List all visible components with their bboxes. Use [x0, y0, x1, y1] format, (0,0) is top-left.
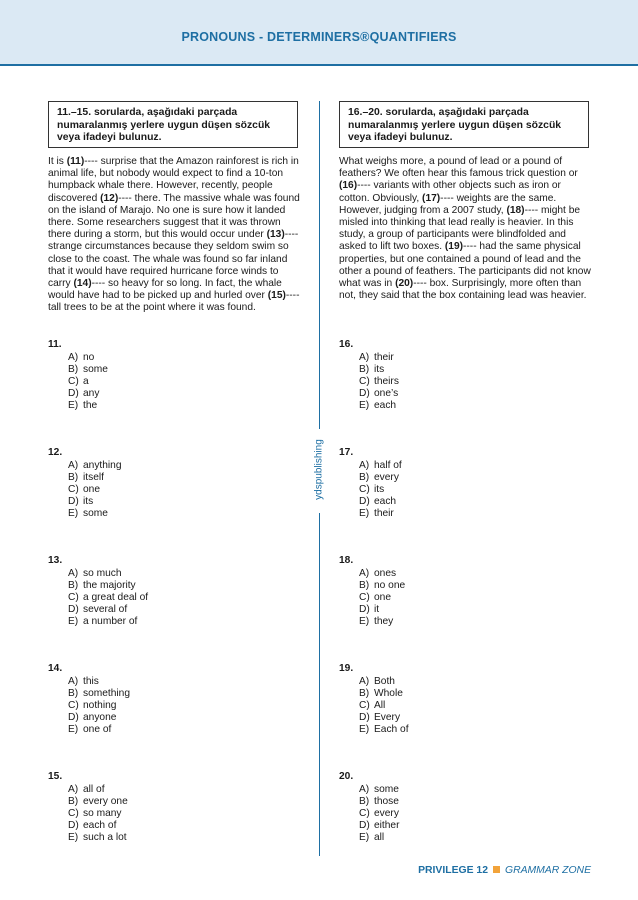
- answer-option[interactable]: [339, 508, 402, 520]
- question-number: 17.: [339, 447, 354, 458]
- option-text: some: [374, 784, 399, 796]
- column-divider-top: [319, 101, 320, 429]
- answer-option[interactable]: [339, 568, 405, 580]
- answer-option[interactable]: [339, 688, 409, 700]
- question-block: [339, 447, 402, 521]
- option-letter: A): [68, 352, 79, 364]
- passage-text: ---- so heavy for so long. In fact, the whale would have had to be picked up and hurled over: [48, 278, 282, 302]
- blank-number: (13): [266, 229, 285, 241]
- option-text: anything: [83, 460, 122, 472]
- answer-option[interactable]: [339, 808, 399, 820]
- option-letter: D): [359, 496, 370, 508]
- option-letter: C): [359, 592, 370, 604]
- option-letter: C): [68, 700, 79, 712]
- passage-text: ---- tall trees to be at the point where it was found.: [48, 290, 300, 314]
- option-text: each: [374, 496, 397, 508]
- answer-option[interactable]: [339, 700, 409, 712]
- answer-option[interactable]: [48, 832, 128, 844]
- option-text: nothing: [83, 700, 117, 712]
- answer-option[interactable]: [48, 796, 128, 808]
- option-text: they: [374, 616, 394, 628]
- footer-square-icon: [493, 866, 500, 873]
- option-text: one of: [83, 724, 112, 736]
- publisher-watermark: ydspublishing: [313, 439, 325, 500]
- option-text: each of: [83, 820, 117, 832]
- option-text: all of: [83, 784, 105, 796]
- question-block: [48, 447, 122, 521]
- answer-option[interactable]: [48, 484, 122, 496]
- question-block: [339, 771, 399, 845]
- option-text: anyone: [83, 712, 117, 724]
- answer-option[interactable]: [339, 388, 399, 400]
- answer-option[interactable]: [48, 580, 148, 592]
- page-title: PRONOUNS - DETERMINERS®QUANTIFIERS: [181, 30, 457, 44]
- option-text: its: [374, 484, 385, 496]
- answer-option[interactable]: [339, 592, 405, 604]
- answer-option[interactable]: [339, 832, 399, 844]
- option-letter: B): [359, 796, 370, 808]
- answer-option[interactable]: [339, 400, 399, 412]
- passage-right: [339, 156, 591, 302]
- answer-option[interactable]: [48, 472, 122, 484]
- option-text: their: [374, 352, 394, 364]
- passage-text: ---- might be misled into thinking that lead really is heavier. In this study, a group of participants were blindfolded and asked to lift two boxes.: [339, 204, 581, 253]
- option-letter: D): [68, 820, 79, 832]
- option-text: Every: [374, 712, 401, 724]
- question-block: [339, 663, 409, 737]
- answer-option[interactable]: [48, 376, 108, 388]
- option-text: either: [374, 820, 400, 832]
- page-header: [0, 0, 638, 66]
- blank-number: (12): [100, 192, 119, 204]
- option-text: one: [83, 484, 100, 496]
- option-text: no: [83, 352, 95, 364]
- answer-option[interactable]: [48, 604, 148, 616]
- blank-number: (18): [506, 204, 525, 216]
- option-letter: A): [359, 568, 370, 580]
- question-number: 19.: [339, 663, 354, 674]
- option-text: each: [374, 400, 397, 412]
- passage-text: ---- there. The massive whale was found on the island of Marajo. No one is sure how it landed there. Some researchers suggest that it was thrown there during a storm, but this would occur under: [48, 192, 300, 241]
- question-number: 11.: [48, 339, 62, 350]
- option-text: every: [374, 808, 399, 820]
- option-letter: C): [68, 808, 79, 820]
- option-text: several of: [83, 604, 128, 616]
- question-number: 14.: [48, 663, 63, 674]
- option-text: itself: [83, 472, 104, 484]
- answer-option[interactable]: [339, 376, 399, 388]
- option-letter: C): [359, 484, 370, 496]
- option-letter: A): [359, 460, 370, 472]
- option-text: it: [374, 604, 380, 616]
- option-letter: C): [68, 592, 79, 604]
- answer-option[interactable]: [48, 784, 128, 796]
- option-text: something: [83, 688, 131, 700]
- footer-section-name: GRAMMAR ZONE: [504, 865, 591, 876]
- option-letter: A): [359, 784, 370, 796]
- option-text: the majority: [83, 580, 136, 592]
- option-letter: D): [68, 388, 79, 400]
- answer-option[interactable]: [339, 496, 402, 508]
- option-letter: D): [68, 604, 79, 616]
- option-text: their: [374, 508, 394, 520]
- option-letter: D): [359, 820, 370, 832]
- answer-option[interactable]: [48, 808, 128, 820]
- answer-option[interactable]: [339, 580, 405, 592]
- page-footer: [418, 865, 591, 876]
- option-letter: E): [68, 616, 79, 628]
- option-letter: C): [359, 376, 370, 388]
- blank-number: (14): [73, 278, 92, 290]
- option-text: one’s: [374, 388, 399, 400]
- answer-option[interactable]: [48, 724, 130, 736]
- option-letter: B): [68, 796, 79, 808]
- answer-option[interactable]: [48, 568, 148, 580]
- question-number: 18.: [339, 555, 354, 566]
- option-letter: E): [68, 508, 79, 520]
- option-letter: C): [68, 376, 79, 388]
- option-letter: D): [359, 604, 370, 616]
- option-text: All: [374, 700, 386, 712]
- option-text: its: [374, 364, 385, 376]
- question-number: 13.: [48, 555, 63, 566]
- answer-option[interactable]: [339, 784, 399, 796]
- option-text: the: [83, 400, 98, 412]
- option-text: this: [83, 676, 99, 688]
- option-text: one: [374, 592, 391, 604]
- option-letter: A): [359, 676, 370, 688]
- option-letter: A): [68, 784, 79, 796]
- answer-option[interactable]: [339, 352, 399, 364]
- answer-option[interactable]: [48, 460, 122, 472]
- option-letter: C): [68, 484, 79, 496]
- blank-number: (11): [66, 156, 85, 167]
- passage-left: [48, 156, 300, 315]
- option-text: those: [374, 796, 399, 808]
- option-letter: E): [68, 832, 79, 844]
- option-letter: D): [68, 712, 79, 724]
- answer-option[interactable]: [339, 616, 405, 628]
- answer-option[interactable]: [48, 508, 122, 520]
- option-text: Whole: [374, 688, 403, 700]
- left-column: [48, 101, 300, 315]
- option-text: its: [83, 496, 94, 508]
- blank-number: (20): [395, 278, 414, 290]
- blank-number: (16): [339, 180, 358, 192]
- option-letter: B): [68, 580, 79, 592]
- option-letter: A): [68, 676, 79, 688]
- option-letter: E): [68, 724, 79, 736]
- answer-option[interactable]: [48, 688, 130, 700]
- question-block: [48, 663, 130, 737]
- passage-text: What weighs more, a pound of lead or a pound of feathers? We often hear this famous trick question or: [339, 156, 578, 180]
- option-letter: A): [359, 352, 370, 364]
- answer-option[interactable]: [48, 400, 108, 412]
- question-number: 20.: [339, 771, 354, 782]
- question-number: 12.: [48, 447, 63, 458]
- option-text: ones: [374, 568, 397, 580]
- answer-option[interactable]: [48, 712, 130, 724]
- option-text: Both: [374, 676, 395, 688]
- option-text: a number of: [83, 616, 138, 628]
- option-text: no one: [374, 580, 406, 592]
- option-letter: E): [359, 508, 370, 520]
- answer-option[interactable]: [48, 364, 108, 376]
- instruction-box-left: 11.–15. sorularda, aşağıdaki parçada numaralanmış yerlere uygun düşen sözcük veya ifadeyi bulunuz.: [48, 101, 298, 148]
- footer-brand: PRIVILEGE 12: [418, 865, 488, 876]
- column-divider-bottom: [319, 513, 320, 856]
- option-letter: B): [359, 688, 370, 700]
- passage-text: It is: [48, 156, 67, 167]
- option-text: so many: [83, 808, 122, 820]
- answer-option[interactable]: [339, 820, 399, 832]
- passage-text: ---- strange circumstances because they seldom swim so close to the coast. The whale was found so far inland that it would have required hurricane force winds to carry: [48, 229, 299, 290]
- option-letter: A): [68, 460, 79, 472]
- instruction-box-right: 16.–20. sorularda, aşağıdaki parçada numaralanmış yerlere uygun düşen sözcük veya ifadeyi bulunuz.: [339, 101, 589, 148]
- option-text: such a lot: [83, 832, 127, 844]
- option-letter: D): [359, 712, 370, 724]
- option-letter: E): [359, 724, 370, 736]
- passage-text: ---- box. Surprisingly, more often than not, they said that the box containing lead was heavier.: [339, 278, 587, 302]
- option-letter: E): [359, 616, 370, 628]
- passage-text: ---- had the same physical properties, but one contained a pound of lead and the other a pound of feathers. The participants did not know what was in: [339, 241, 591, 290]
- answer-option[interactable]: [48, 388, 108, 400]
- question-number: 15.: [48, 771, 63, 782]
- option-letter: B): [68, 364, 79, 376]
- answer-option[interactable]: [339, 796, 399, 808]
- answer-option[interactable]: [339, 460, 402, 472]
- question-number: 16.: [339, 339, 354, 350]
- option-text: all: [374, 832, 385, 844]
- option-letter: E): [359, 832, 370, 844]
- answer-option[interactable]: [339, 364, 399, 376]
- option-text: Each of: [374, 724, 409, 736]
- question-block: [48, 339, 108, 413]
- option-letter: C): [359, 808, 370, 820]
- question-block: [48, 555, 148, 629]
- blank-number: (15): [267, 290, 286, 302]
- answer-option[interactable]: [48, 496, 122, 508]
- answer-option[interactable]: [48, 676, 130, 688]
- option-text: half of: [374, 460, 402, 472]
- option-text: a great deal of: [83, 592, 149, 604]
- question-block: [48, 771, 128, 845]
- option-letter: D): [359, 388, 370, 400]
- option-letter: B): [68, 688, 79, 700]
- option-text: theirs: [374, 376, 399, 388]
- option-letter: E): [359, 400, 370, 412]
- answer-option[interactable]: [48, 616, 148, 628]
- option-letter: A): [68, 568, 79, 580]
- option-text: some: [83, 364, 108, 376]
- answer-option[interactable]: [339, 604, 405, 616]
- option-letter: B): [359, 580, 370, 592]
- option-letter: E): [68, 400, 79, 412]
- answer-option[interactable]: [48, 592, 148, 604]
- option-text: so much: [83, 568, 122, 580]
- option-letter: D): [68, 496, 79, 508]
- option-letter: C): [359, 700, 370, 712]
- right-column: [339, 101, 591, 302]
- answer-option[interactable]: [339, 724, 409, 736]
- blank-number: (19): [444, 241, 464, 253]
- blank-number: (17): [422, 192, 441, 204]
- answer-option[interactable]: [339, 472, 402, 484]
- passage-text: ---- surprise that the Amazon rainforest is rich in animal life, but nobody would expect to find a 10-ton humpback whale there. However, recently, people discovered: [48, 156, 299, 204]
- option-text: some: [83, 508, 108, 520]
- option-letter: B): [359, 364, 370, 376]
- passage-text: ---- weights are the same. However, judging from a 2007 study,: [339, 192, 557, 216]
- option-text: every one: [83, 796, 128, 808]
- option-text: a: [83, 376, 89, 388]
- answer-option[interactable]: [48, 820, 128, 832]
- option-text: every: [374, 472, 399, 484]
- answer-option[interactable]: [48, 700, 130, 712]
- answer-option[interactable]: [339, 676, 409, 688]
- question-block: [339, 555, 405, 629]
- answer-option[interactable]: [48, 352, 108, 364]
- option-letter: B): [68, 472, 79, 484]
- option-text: any: [83, 388, 100, 400]
- answer-option[interactable]: [339, 712, 409, 724]
- answer-option[interactable]: [339, 484, 402, 496]
- option-letter: B): [359, 472, 370, 484]
- question-block: [339, 339, 399, 413]
- passage-text: ---- variants with other objects such as iron or cotton. Obviously,: [339, 180, 561, 204]
